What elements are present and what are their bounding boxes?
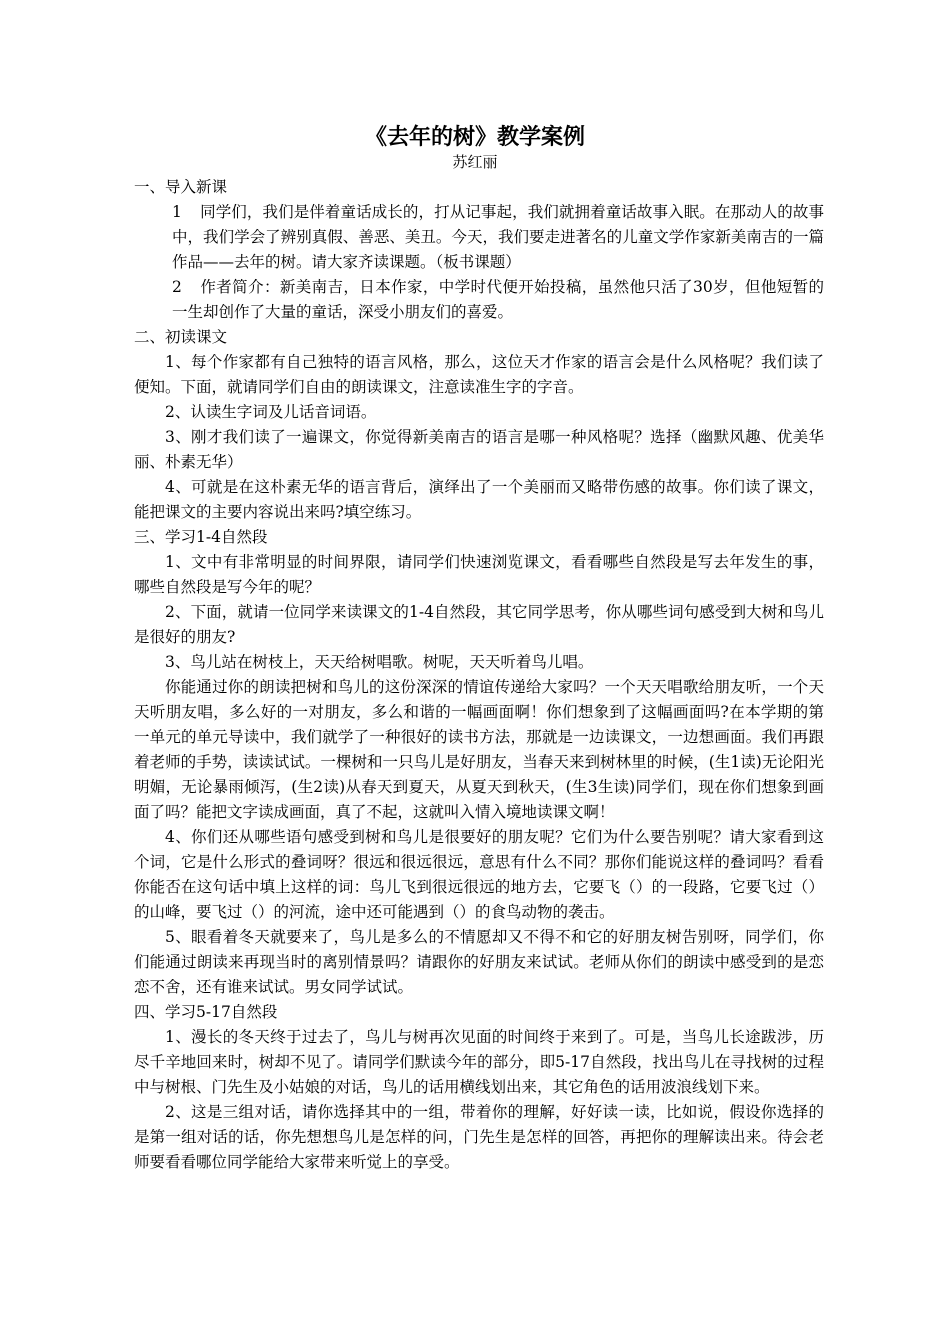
section-3-heading: 三、学习1-4自然段 <box>134 528 268 546</box>
section-2-paragraph-1: 1、每个作家都有自己独特的语言风格，那么，这位天才作家的语言会是什么风格呢？我们读了便知。下面，就请同学们自由的朗读课文，注意读准生字的字音。 <box>134 353 824 396</box>
section-2-paragraph-3: 3、刚才我们读了一遍课文，你觉得新美南吉的语言是哪一种风格呢？选择（幽默风趣、优美华丽、朴素无华） <box>134 428 824 471</box>
section-1-paragraph-1 <box>134 200 824 275</box>
section-2-paragraph-2: 2、认读生字词及儿话音词语。 <box>165 403 377 421</box>
section-1-heading: 一、导入新课 <box>134 178 228 196</box>
section-4-heading: 四、学习5-17自然段 <box>134 1003 278 1021</box>
section-4-paragraph-2: 2、这是三组对话，请你选择其中的一组，带着你的理解，好好读一读，比如说，假设你选择的是第一组对话的话，你先想想鸟儿是怎样的问，门先生是怎样的回答，再把你的理解读出来。待会老师要看看哪位同学能给大家带来听觉上的享受。 <box>134 1103 824 1171</box>
paragraph-number: 2 <box>172 278 182 296</box>
section-4-paragraph-1: 1、漫长的冬天终于过去了，鸟儿与树再次见面的时间终于来到了。可是，当鸟儿长途跋涉，历尽千辛地回来时，树却不见了。请同学们默读今年的部分，即5-17自然段，找出鸟儿在寻找树的过程中与树根、门先生及小姑娘的对话，鸟儿的话用横线划出来，其它角色的话用波浪线划下来。 <box>134 1028 824 1096</box>
section-3-paragraph-6: 5、眼看着冬天就要来了，鸟儿是多么的不情愿却又不得不和它的好朋友树告别呀，同学们，你们能通过朗读来再现当时的离别情景吗？请跟你的好朋友来试试。老师从你们的朗读中感受到的是恋恋不舍，还有谁来试试。男女同学试试。 <box>134 928 824 996</box>
paragraph-number: 1 <box>172 203 182 221</box>
document-title: 《去年的树》教学案例 <box>364 125 585 150</box>
document-author: 苏红丽 <box>452 153 498 171</box>
section-3-paragraph-3: 3、鸟儿站在树枝上，天天给树唱歌。树呢，天天听着鸟儿唱。 <box>165 653 594 671</box>
section-3-paragraph-4: 你能通过你的朗读把树和鸟儿的这份深深的情谊传递给大家吗？一个天天唱歌给朋友听，一个天天听朋友唱，多么好的一对朋友，多么和谐的一幅画面啊！你们想象到了这幅画面吗?在本学期的第一单元的单元导读中，我们就学了一种很好的读书方法，那就是一边读课文，一边想画面。我们再跟着老师的手势，读读试试。一棵树和一只鸟儿是好朋友，当春天来到树林里的时候，(生1读)无论阳光明媚，无论暴雨倾泻，(生2读)从春天到夏天，从夏天到秋天，(生3生读)同学们，现在你们想象到画面了吗？能把文字读成画面，真了不起，这就叫入情入境地读课文啊！ <box>134 678 824 821</box>
section-3-paragraph-1: 1、文中有非常明显的时间界限，请同学们快速浏览课文，看看哪些自然段是写去年发生的事，哪些自然段是写今年的呢？ <box>134 553 824 596</box>
document-body <box>134 175 824 1175</box>
section-1-paragraph-2 <box>134 275 824 325</box>
section-3-paragraph-2: 2、下面，就请一位同学来读课文的1-4自然段，其它同学思考，你从哪些词句感受到大树和鸟儿是很好的朋友? <box>134 603 824 646</box>
section-2-heading: 二、初读课文 <box>134 328 228 346</box>
section-3-paragraph-5: 4、你们还从哪些语句感受到树和鸟儿是很要好的朋友呢？它们为什么要告别呢？请大家看到这个词，它是什么形式的叠词呀？很远和很远很远，意思有什么不同？那你们能说这样的叠词吗？看看你能否在这句话中填上这样的词：鸟儿飞到很远很远的地方去，它要飞（）的一段路，它要飞过（）的山峰，要飞过（）的河流，途中还可能遇到（）的食鸟动物的袭击。 <box>134 828 824 921</box>
paragraph-text: 作者简介：新美南吉，日本作家，中学时代便开始投稿，虽然他只活了30岁，但他短暂的一生却创作了大量的童话，深受小朋友们的喜爱。 <box>172 278 824 321</box>
paragraph-text: 同学们，我们是伴着童话成长的，打从记事起，我们就拥着童话故事入眠。在那动人的故事中，我们学会了辨别真假、善恶、美丑。今天，我们要走进著名的儿童文学作家新美南吉的一篇作品——去年的树。请大家齐读课题。（板书课题） <box>172 203 824 271</box>
section-2-paragraph-4: 4、可就是在这朴素无华的语言背后，演绎出了一个美丽而又略带伤感的故事。你们读了课文，能把课文的主要内容说出来吗?填空练习。 <box>134 478 824 521</box>
